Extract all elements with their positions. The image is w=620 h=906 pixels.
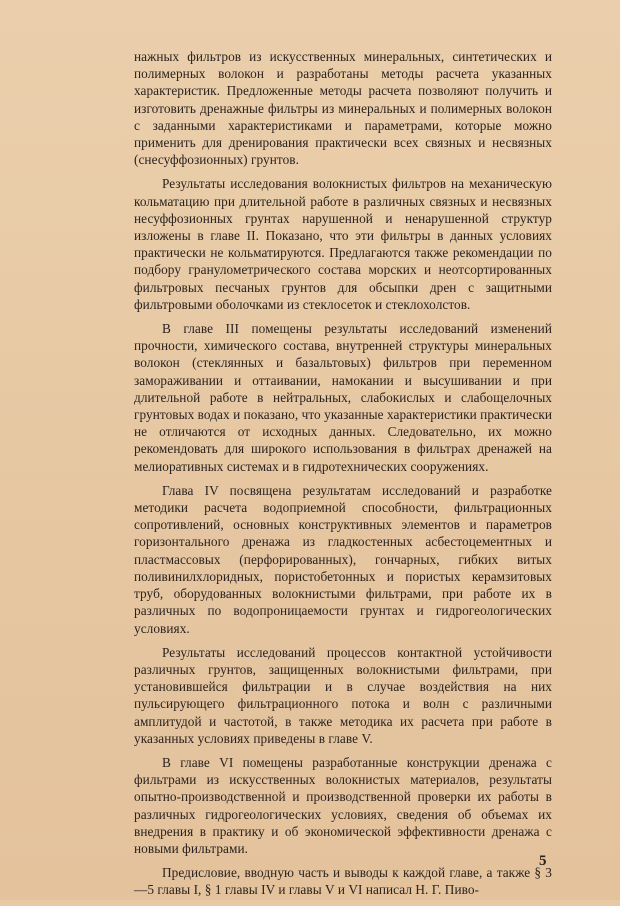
paragraph-1: нажных фильтров из искусственных минеральных, синтетических и полимерных волокон и разработаны методы расчета указанных характеристик. Предложенные методы расчета позволяют получить и изготовить дренажные фильтры из минеральных и полимерных волокон с заданными характеристиками и параметрами, которые можно применить для дренирования практически всех связных и несвязных (снесуффозионных) грунтов. [134,49,552,168]
paragraph-5: Результаты исследований процессов контактной устойчивости различных грунтов, защищенных волокнистыми фильтрами, при установившейся фильтрации и в случае воздействия на них пульсирующего фильтрационного потока и волн с различными амплитудой и частотой, в также методика их расчета при работе в указанных условиях приведены в главе V. [134,644,552,746]
body-text [134,48,552,906]
paragraph-4: Глава IV посвящена результатам исследований и разработке методики расчета водоприемной способности, фильтрационных сопротивлений, основных конструктивных элементов и параметров горизонтального дренажа из гладкостенных асбестоцементных и пластмассовых (перфорированных), гончарных, гибких витых поливинилхлоридных, пористобетонных и пористых керамзитовых труб, оборудованных волокнистыми фильтрами, при работе их в различных по водопроницаемости грунтах и гидрогеологических условиях. [134,482,552,636]
paragraph-2: Результаты исследования волокнистых фильтров на механическую кольматацию при длительной работе в различных связных и несвязных несуффозионных грунтах нарушенной и ненарушенной структур изложены в главе II. Показано, что эти фильтры в данных условиях практически не кольматируются. Предлагаются также рекомендации по подбору гранулометрического состава морских и неотсортированных фильтровых песчаных грунтов для обсыпки дрен с защитными фильтровыми оболочками из стеклосеток и стеклохолстов. [134,176,552,312]
page-number: 5 [539,853,547,869]
paragraph-3: В главе III помещены результаты исследований изменений прочности, химического состава, внутренней структуры минеральных волокон (стеклянных и базальтовых) фильтров при переменном замораживании и оттаивании, намокании и высушивании и при длительной работе в нейтральных, слабокислых и слабощелочных грунтовых водах и показано, что указанные характеристики практически не отличаются от исходных данных. Следовательно, их можно рекомендовать для широкого использования в фильтрах дренажей на мелиоративных системах и в гидротехнических сооружениях. [134,321,552,474]
paragraph-6: В главе VI помещены разработанные конструкции дренажа с фильтрами из искусственных волокнистых материалов, результаты опытно-производственной и производственной проверки их работы в различных гидрогеологических условиях, сведения об объемах их внедрения в практику и об экономической эффективности дренажа с новыми фильтрами. [134,754,552,856]
paragraph-7: Предисловие, вводную часть и выводы к каждой главе, а также § 3—5 главы I, § 1 главы IV и главы V и VI написал Н. Г. Пиво- [134,865,552,898]
